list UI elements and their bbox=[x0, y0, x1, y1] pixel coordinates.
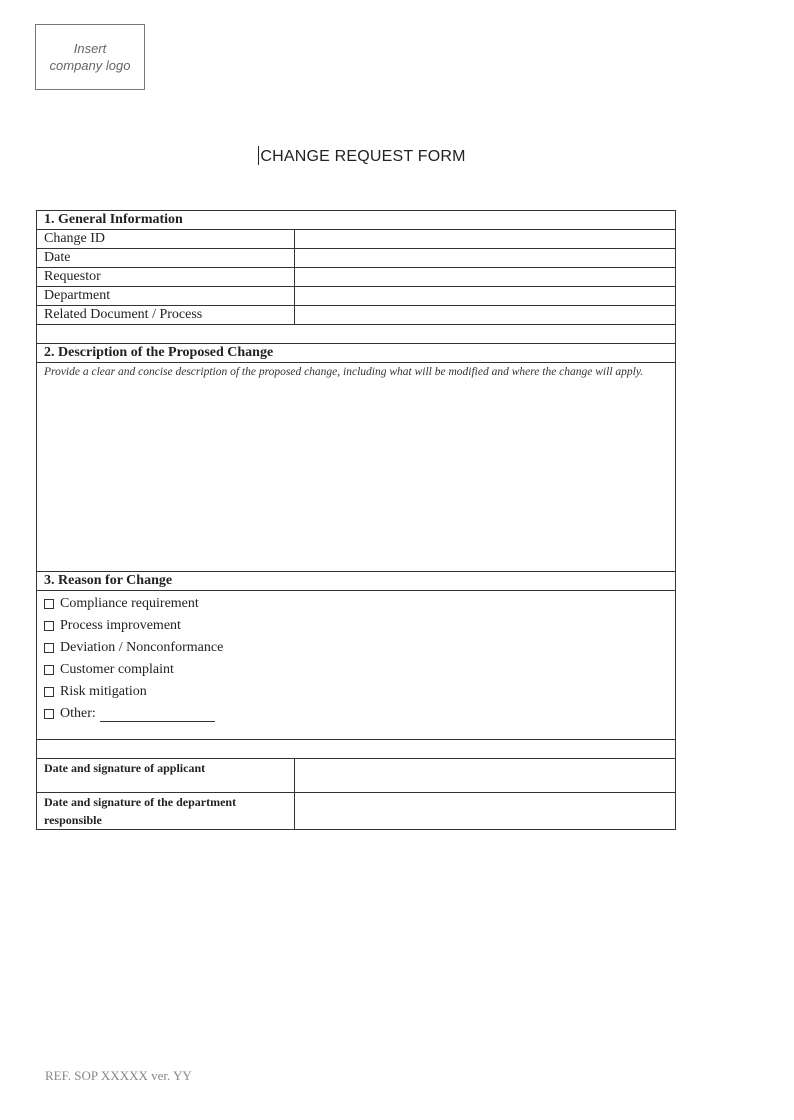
spacer-row bbox=[37, 325, 676, 344]
reason-options bbox=[37, 591, 676, 740]
field-label-change-id: Change ID bbox=[37, 230, 295, 249]
checkbox-icon[interactable] bbox=[44, 687, 54, 697]
reason-option-label: Risk mitigation bbox=[60, 684, 147, 699]
field-value-requestor[interactable] bbox=[295, 268, 676, 287]
reason-option-risk-mitigation[interactable] bbox=[44, 681, 675, 703]
change-request-table bbox=[36, 210, 676, 830]
reason-option-label: Deviation / Nonconformance bbox=[60, 640, 224, 655]
section-general-heading: 1. General Information bbox=[37, 211, 676, 230]
description-instructions: Provide a clear and concise description of the proposed change, including what will be modified and where the change will apply. bbox=[44, 366, 644, 378]
applicant-signature-label: Date and signature of applicant bbox=[37, 759, 295, 793]
checkbox-icon[interactable] bbox=[44, 643, 54, 653]
page-title bbox=[0, 146, 724, 166]
field-value-change-id[interactable] bbox=[295, 230, 676, 249]
page-title-text: CHANGE REQUEST FORM bbox=[260, 148, 466, 165]
field-label-date: Date bbox=[37, 249, 295, 268]
table-row bbox=[37, 230, 676, 249]
company-logo-placeholder bbox=[35, 24, 145, 90]
reason-option-compliance[interactable] bbox=[44, 593, 675, 615]
reason-option-label: Customer complaint bbox=[60, 662, 174, 677]
description-field[interactable] bbox=[37, 363, 676, 572]
reason-option-process-improvement[interactable] bbox=[44, 615, 675, 637]
reason-option-other[interactable] bbox=[44, 703, 675, 725]
spacer-row bbox=[37, 740, 676, 759]
reason-option-label: Other: bbox=[60, 706, 96, 721]
table-row bbox=[37, 287, 676, 306]
table-row bbox=[37, 268, 676, 287]
logo-line-1: Insert bbox=[73, 41, 107, 56]
section-reason-heading: 3. Reason for Change bbox=[37, 572, 676, 591]
field-label-related-document: Related Document / Process bbox=[37, 306, 295, 325]
applicant-signature-field[interactable] bbox=[295, 759, 676, 793]
field-label-department: Department bbox=[37, 287, 295, 306]
other-reason-input[interactable] bbox=[100, 707, 215, 722]
checkbox-icon[interactable] bbox=[44, 665, 54, 675]
checkbox-icon[interactable] bbox=[44, 709, 54, 719]
checkbox-icon[interactable] bbox=[44, 621, 54, 631]
table-row bbox=[37, 249, 676, 268]
checkbox-icon[interactable] bbox=[44, 599, 54, 609]
reason-option-label: Compliance requirement bbox=[60, 596, 199, 611]
table-row bbox=[37, 759, 676, 793]
department-signature-field[interactable] bbox=[295, 793, 676, 830]
reason-option-deviation[interactable] bbox=[44, 637, 675, 659]
field-value-date[interactable] bbox=[295, 249, 676, 268]
field-value-department[interactable] bbox=[295, 287, 676, 306]
document-reference: REF. SOP XXXXX ver. YY bbox=[45, 1068, 192, 1083]
table-row bbox=[37, 306, 676, 325]
field-value-related-document[interactable] bbox=[295, 306, 676, 325]
section-description-heading: 2. Description of the Proposed Change bbox=[37, 344, 676, 363]
reason-option-customer-complaint[interactable] bbox=[44, 659, 675, 681]
field-label-requestor: Requestor bbox=[37, 268, 295, 287]
reason-option-label: Process improvement bbox=[60, 618, 181, 633]
logo-line-2: company logo bbox=[49, 58, 131, 73]
department-signature-label: Date and signature of the department responsible bbox=[37, 793, 295, 830]
table-row bbox=[37, 793, 676, 830]
